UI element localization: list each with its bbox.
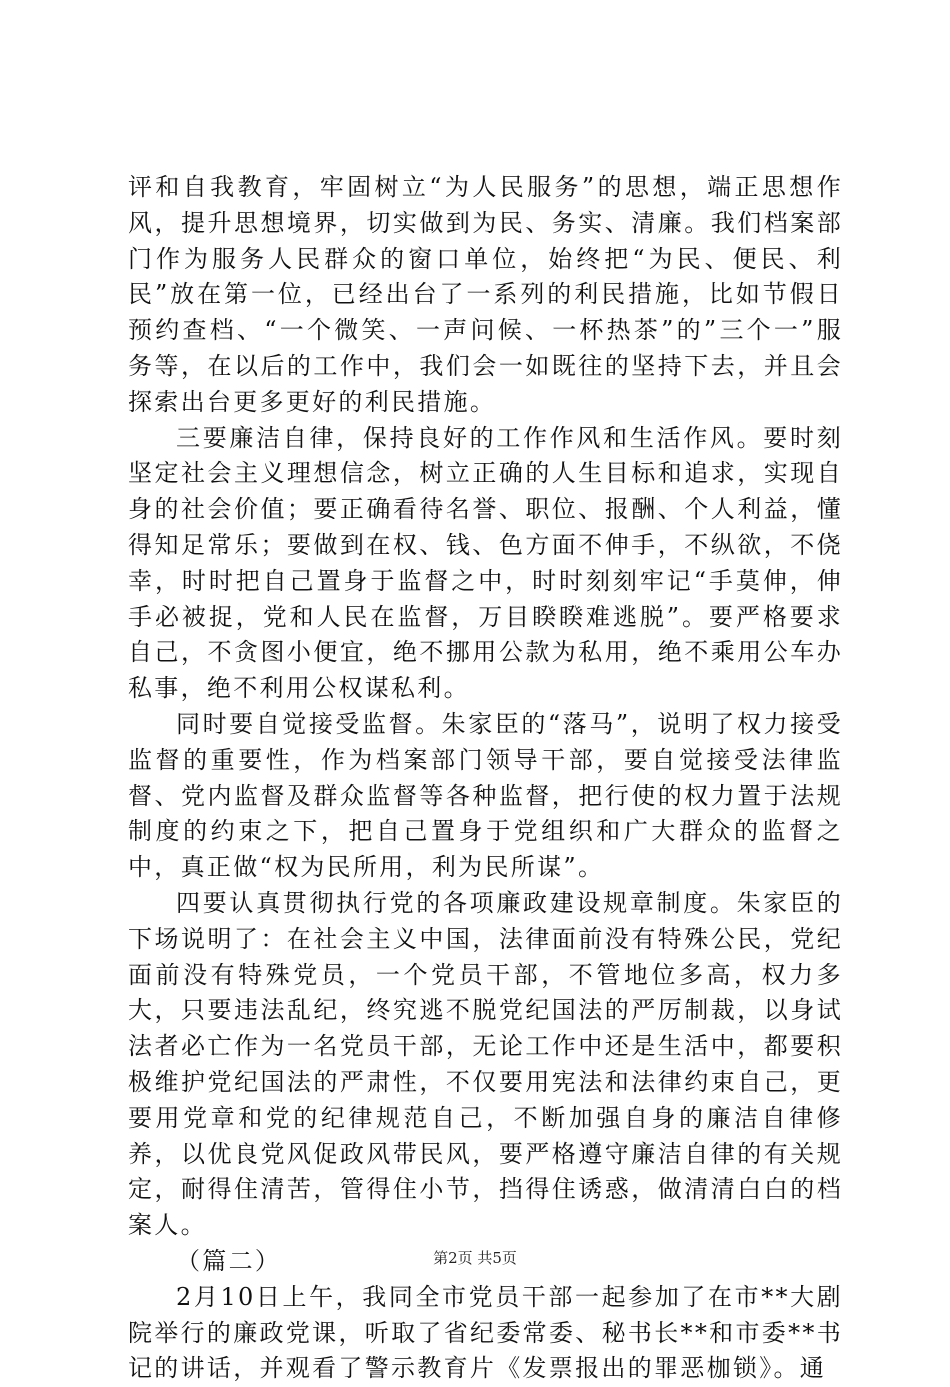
paragraph-3: 同时要自觉接受监督。朱家臣的“落马”，说明了权力接受监督的重要性，作为档案部门领导干部，要自觉接受法律监督、党内监督及群众监督等各种监督，把行使的权力置于法规制度的约束之下，把自己置身于党组织和广大群众的监督之中，真正做“权为民所用，利为民所谋”。	[128, 709, 843, 882]
section-heading: （篇二）	[176, 1246, 282, 1275]
paragraph-4: 四要认真贯彻执行党的各项廉政建设规章制度。朱家臣的下场说明了：在社会主义中国，法律面前没有特殊公民，党纪面前没有特殊党员，一个党员干部，不管地位多高，权力多大，只要违法乱纪，终究逃不脱党纪国法的严厉制裁，以身试法者必亡作为一名党员干部，无论工作中还是生活中，都要积极维护党纪国法的严肃性，不仅要用宪法和法律约束自己，更要用党章和党的纪律规范自己，不断加强自身的廉洁自律修养，以优良党风促政风带民风，要严格遵守廉洁自律的有关规定，耐得住清苦，管得住小节，挡得住诱惑，做清清白白的档案人。	[128, 888, 843, 1240]
paragraph-1: 评和自我教育，牢固树立“为人民服务”的思想，端正思想作风，提升思想境界，切实做到为民、务实、清廉。我们档案部门作为服务人民群众的窗口单位，始终把“为民、便民、利民”放在第一位，已经出台了一系列的利民措施，比如节假日预约查档、“一个微笑、一声问候、一杯热茶”的”三个一”服务等，在以后的工作中，我们会一如既往的坚持下去，并且会探索出台更多更好的利民措施。	[128, 173, 843, 416]
page-footer	[0, 1248, 950, 1268]
paragraph-2: 三要廉洁自律，保持良好的工作作风和生活作风。要时刻坚定社会主义理想信念，树立正确的人生目标和追求，实现自身的社会价值；要正确看待名誉、职位、报酬、个人利益，懂得知足常乐；要做到在权、钱、色方面不伸手，不纵欲，不侥幸，时时把自己置身于监督之中，时时刻刻牢记“手莫伸，伸手必被捉，党和人民在监督，万目睽睽难逃脱”。要严格要求自己，不贪图小便宜，绝不挪用公款为私用，绝不乘用公车办私事，绝不利用公权谋私利。	[128, 423, 843, 703]
paragraph-5: 2月10日上午，我同全市党员干部一起参加了在市**大剧院举行的廉政党课，听取了省纪委常委、秘书长**和市委**书记的讲话，并观看了警示教育片《发票报出的罪恶枷锁》。通	[128, 1282, 843, 1383]
page-number-label: 第2页 共5页	[433, 1249, 517, 1267]
document-body	[128, 170, 843, 1387]
